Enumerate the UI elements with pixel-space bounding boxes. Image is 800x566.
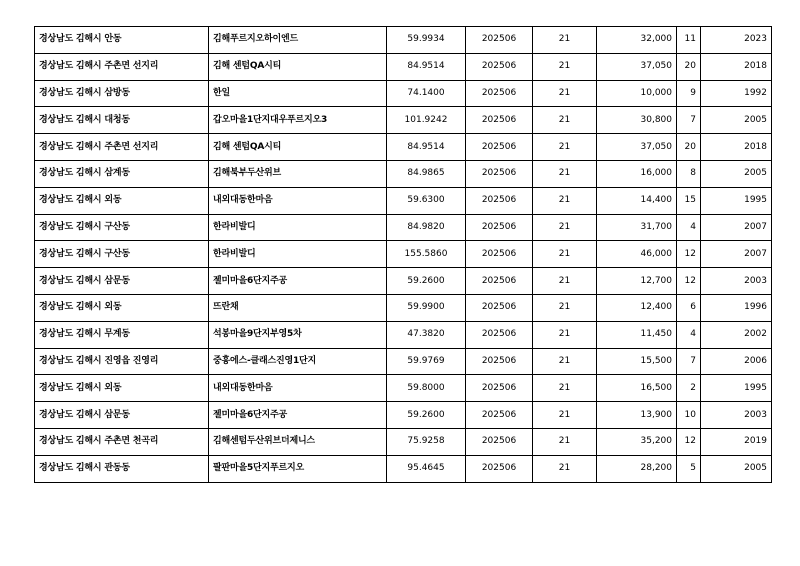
floor-cell: 12: [677, 268, 701, 295]
built-year-cell: 2007: [701, 241, 772, 268]
contract-month-cell: 202506: [466, 53, 533, 80]
address-cell: 경상남도 김해시 진영읍 진영리: [35, 348, 209, 375]
contract-month-cell: 202506: [466, 134, 533, 161]
contract-month-cell: 202506: [466, 187, 533, 214]
contract-day-cell: 21: [533, 321, 597, 348]
contract-month-cell: 202506: [466, 321, 533, 348]
price-cell: 10,000: [597, 80, 677, 107]
floor-cell: 6: [677, 294, 701, 321]
floor-cell: 7: [677, 348, 701, 375]
contract-month-cell: 202506: [466, 160, 533, 187]
address-cell: 경상남도 김해시 삼문동: [35, 268, 209, 295]
complex-name-cell: 한라비발디: [209, 214, 387, 241]
complex-name-cell: 뜨란채: [209, 294, 387, 321]
complex-name-cell: 내외대동한마음: [209, 375, 387, 402]
address-cell: 경상남도 김해시 관동동: [35, 455, 209, 482]
built-year-cell: 2006: [701, 348, 772, 375]
price-cell: 13,900: [597, 402, 677, 429]
address-cell: 경상남도 김해시 무계동: [35, 321, 209, 348]
complex-name-cell: 팔판마을5단지푸르지오: [209, 455, 387, 482]
area-cell: 155.5860: [387, 241, 466, 268]
contract-day-cell: 21: [533, 402, 597, 429]
complex-name-cell: 한라비발디: [209, 241, 387, 268]
contract-day-cell: 21: [533, 455, 597, 482]
contract-day-cell: 21: [533, 187, 597, 214]
floor-cell: 20: [677, 134, 701, 161]
area-cell: 84.9865: [387, 160, 466, 187]
price-cell: 32,000: [597, 27, 677, 54]
contract-day-cell: 21: [533, 214, 597, 241]
table-row: [35, 53, 772, 80]
price-cell: 37,050: [597, 134, 677, 161]
floor-cell: 15: [677, 187, 701, 214]
price-cell: 16,500: [597, 375, 677, 402]
price-cell: 37,050: [597, 53, 677, 80]
built-year-cell: 1996: [701, 294, 772, 321]
complex-name-cell: 중흥에스-클래스진영1단지: [209, 348, 387, 375]
price-cell: 30,800: [597, 107, 677, 134]
floor-cell: 4: [677, 321, 701, 348]
built-year-cell: 2018: [701, 134, 772, 161]
built-year-cell: 2019: [701, 428, 772, 455]
complex-name-cell: 김해 센텀QA시티: [209, 134, 387, 161]
built-year-cell: 2005: [701, 160, 772, 187]
transaction-table: [34, 26, 772, 483]
address-cell: 경상남도 김해시 구산동: [35, 241, 209, 268]
built-year-cell: 2005: [701, 455, 772, 482]
contract-month-cell: 202506: [466, 375, 533, 402]
contract-day-cell: 21: [533, 80, 597, 107]
built-year-cell: 2002: [701, 321, 772, 348]
contract-month-cell: 202506: [466, 27, 533, 54]
area-cell: 84.9820: [387, 214, 466, 241]
floor-cell: 11: [677, 27, 701, 54]
contract-day-cell: 21: [533, 53, 597, 80]
area-cell: 95.4645: [387, 455, 466, 482]
table-row: [35, 321, 772, 348]
contract-month-cell: 202506: [466, 348, 533, 375]
built-year-cell: 2007: [701, 214, 772, 241]
contract-month-cell: 202506: [466, 268, 533, 295]
table-row: [35, 107, 772, 134]
price-cell: 35,200: [597, 428, 677, 455]
price-cell: 46,000: [597, 241, 677, 268]
complex-name-cell: 갑오마을1단지대우푸르지오3: [209, 107, 387, 134]
contract-month-cell: 202506: [466, 107, 533, 134]
floor-cell: 10: [677, 402, 701, 429]
area-cell: 84.9514: [387, 134, 466, 161]
contract-month-cell: 202506: [466, 294, 533, 321]
price-cell: 12,400: [597, 294, 677, 321]
price-cell: 14,400: [597, 187, 677, 214]
built-year-cell: 2003: [701, 402, 772, 429]
complex-name-cell: 한일: [209, 80, 387, 107]
table-row: [35, 160, 772, 187]
price-cell: 15,500: [597, 348, 677, 375]
area-cell: 59.2600: [387, 402, 466, 429]
floor-cell: 7: [677, 107, 701, 134]
address-cell: 경상남도 김해시 외동: [35, 375, 209, 402]
table-row: [35, 268, 772, 295]
floor-cell: 9: [677, 80, 701, 107]
table-row: [35, 214, 772, 241]
contract-day-cell: 21: [533, 160, 597, 187]
price-cell: 12,700: [597, 268, 677, 295]
built-year-cell: 1995: [701, 375, 772, 402]
contract-day-cell: 21: [533, 428, 597, 455]
address-cell: 경상남도 김해시 구산동: [35, 214, 209, 241]
contract-day-cell: 21: [533, 375, 597, 402]
table-body: [35, 27, 772, 483]
table-row: [35, 428, 772, 455]
table-row: [35, 375, 772, 402]
built-year-cell: 2018: [701, 53, 772, 80]
floor-cell: 8: [677, 160, 701, 187]
contract-month-cell: 202506: [466, 428, 533, 455]
floor-cell: 12: [677, 428, 701, 455]
complex-name-cell: 젤미마을6단지주공: [209, 268, 387, 295]
area-cell: 59.2600: [387, 268, 466, 295]
address-cell: 경상남도 김해시 안동: [35, 27, 209, 54]
built-year-cell: 1992: [701, 80, 772, 107]
contract-day-cell: 21: [533, 348, 597, 375]
address-cell: 경상남도 김해시 외동: [35, 187, 209, 214]
address-cell: 경상남도 김해시 주촌면 천곡리: [35, 428, 209, 455]
price-cell: 16,000: [597, 160, 677, 187]
area-cell: 59.6300: [387, 187, 466, 214]
price-cell: 31,700: [597, 214, 677, 241]
contract-day-cell: 21: [533, 241, 597, 268]
complex-name-cell: 내외대동한마음: [209, 187, 387, 214]
built-year-cell: 1995: [701, 187, 772, 214]
area-cell: 84.9514: [387, 53, 466, 80]
floor-cell: 2: [677, 375, 701, 402]
area-cell: 101.9242: [387, 107, 466, 134]
price-cell: 11,450: [597, 321, 677, 348]
table-row: [35, 80, 772, 107]
complex-name-cell: 김해푸르지오하이엔드: [209, 27, 387, 54]
complex-name-cell: 석봉마을9단지부영5차: [209, 321, 387, 348]
contract-day-cell: 21: [533, 268, 597, 295]
complex-name-cell: 젤미마을6단지주공: [209, 402, 387, 429]
complex-name-cell: 김해센텀두산위브더제니스: [209, 428, 387, 455]
contract-month-cell: 202506: [466, 241, 533, 268]
address-cell: 경상남도 김해시 삼방동: [35, 80, 209, 107]
contract-day-cell: 21: [533, 27, 597, 54]
address-cell: 경상남도 김해시 외동: [35, 294, 209, 321]
table-row: [35, 402, 772, 429]
address-cell: 경상남도 김해시 삼계동: [35, 160, 209, 187]
complex-name-cell: 김해북부두산위브: [209, 160, 387, 187]
complex-name-cell: 김해 센텀QA시티: [209, 53, 387, 80]
contract-day-cell: 21: [533, 107, 597, 134]
area-cell: 74.1400: [387, 80, 466, 107]
floor-cell: 12: [677, 241, 701, 268]
contract-month-cell: 202506: [466, 214, 533, 241]
built-year-cell: 2003: [701, 268, 772, 295]
area-cell: 47.3820: [387, 321, 466, 348]
table-row: [35, 294, 772, 321]
contract-month-cell: 202506: [466, 80, 533, 107]
table-row: [35, 187, 772, 214]
address-cell: 경상남도 김해시 대청동: [35, 107, 209, 134]
table-row: [35, 27, 772, 54]
table-row: [35, 455, 772, 482]
floor-cell: 4: [677, 214, 701, 241]
address-cell: 경상남도 김해시 삼문동: [35, 402, 209, 429]
floor-cell: 5: [677, 455, 701, 482]
table-row: [35, 134, 772, 161]
table-row: [35, 241, 772, 268]
area-cell: 59.9769: [387, 348, 466, 375]
contract-month-cell: 202506: [466, 455, 533, 482]
built-year-cell: 2023: [701, 27, 772, 54]
built-year-cell: 2005: [701, 107, 772, 134]
area-cell: 59.8000: [387, 375, 466, 402]
contract-day-cell: 21: [533, 134, 597, 161]
contract-month-cell: 202506: [466, 402, 533, 429]
area-cell: 59.9934: [387, 27, 466, 54]
area-cell: 75.9258: [387, 428, 466, 455]
address-cell: 경상남도 김해시 주촌면 선지리: [35, 134, 209, 161]
price-cell: 28,200: [597, 455, 677, 482]
contract-day-cell: 21: [533, 294, 597, 321]
area-cell: 59.9900: [387, 294, 466, 321]
address-cell: 경상남도 김해시 주촌면 선지리: [35, 53, 209, 80]
floor-cell: 20: [677, 53, 701, 80]
table-row: [35, 348, 772, 375]
